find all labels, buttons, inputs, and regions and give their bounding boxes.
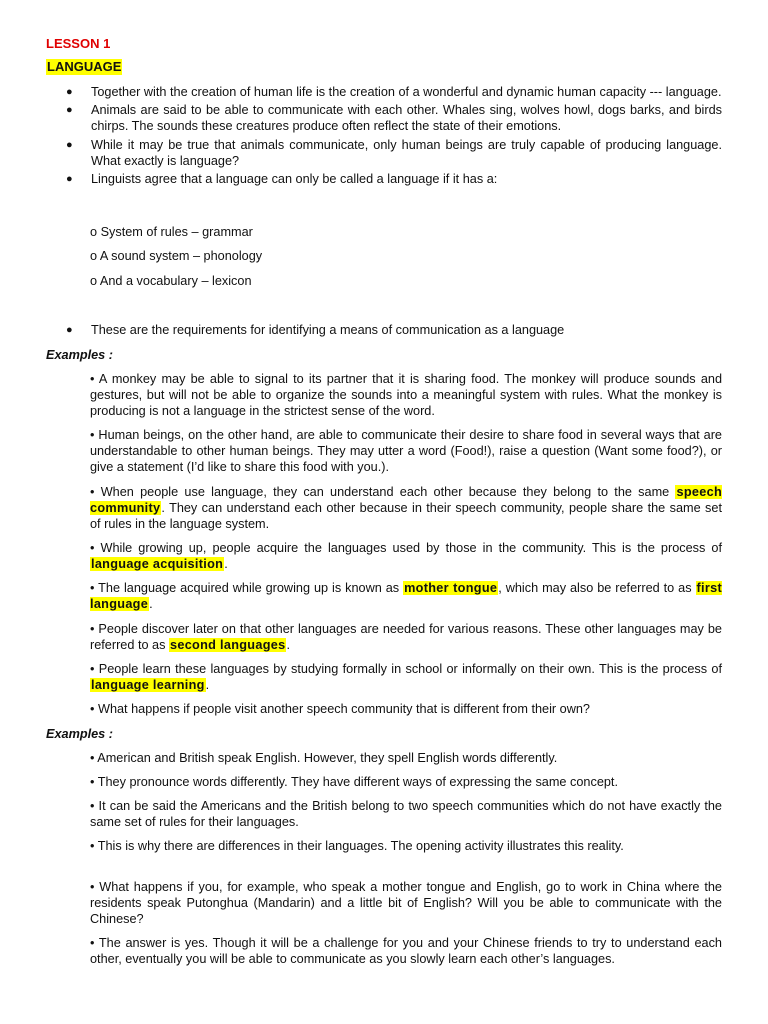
examples-label: Examples : [46, 348, 113, 362]
highlighted-term: mother tongue [404, 581, 498, 595]
example-paragraph: • What happens if you, for example, who speak a mother tongue and English, go to work in China where the residents speak Putonghua (Mandarin) and a little bit of English? Will you be able to communicate with the Chinese? [90, 880, 722, 927]
examples-label: Examples : [46, 727, 113, 741]
example-paragraph: • What happens if people visit another speech community that is different from their own? [90, 702, 590, 716]
list-item: ● Linguists agree that a language can only be called a language if it has a: [66, 172, 498, 187]
highlighted-term: second languages [169, 638, 286, 653]
example-paragraph: • This is why there are differences in their languages. The opening activity illustrates this reality. [90, 839, 624, 853]
example-paragraph: • People learn these languages by studying formally in school or informally on their own. This is the process of language learning. [90, 662, 722, 693]
example-paragraph: • The answer is yes. Though it will be a challenge for you and your Chinese friends to try to understand each other, eventually you will be able to communicate as you slowly learn each other’s languages. [90, 936, 722, 967]
bullet-icon: ● [66, 104, 73, 117]
example-paragraph: • People discover later on that other languages are needed for various reasons. These other languages may be referred to as second languages. [90, 622, 722, 653]
example-paragraph: • A monkey may be able to signal to its partner that it is sharing food. The monkey will produce sounds and gestures, but will not be able to organize the sounds into a meaningful system with rules. What the monkey is producing is not a language in the strictest sense of the word. [90, 372, 722, 419]
requirement-item: o And a vocabulary – lexicon [90, 274, 252, 288]
requirement-item: o System of rules – grammar [90, 225, 253, 239]
requirement-item: o A sound system – phonology [90, 249, 263, 263]
example-paragraph: • They pronounce words differently. They have different ways of expressing the same concept. [90, 775, 618, 789]
intro-bullet-list [46, 84, 722, 187]
bullet-icon: ● [66, 86, 73, 98]
example-paragraph: • It can be said the Americans and the British belong to two speech communities which do not have exactly the same set of rules for their languages. [90, 799, 722, 830]
example-paragraph: • The language acquired while growing up is known as mother tongue, which may also be referred to as first language. [90, 581, 722, 612]
highlighted-term: language learning [91, 678, 205, 693]
requirements-note: ● These are the requirements for identifying a means of communication as a language [66, 323, 565, 337]
highlighted-term: speech community [90, 485, 722, 516]
bullet-icon: ● [66, 138, 73, 151]
highlighted-term: language acquisition [91, 557, 224, 572]
bullet-icon: ● [66, 324, 73, 336]
example-paragraph: • Human beings, on the other hand, are able to communicate their desire to share food in several ways that are understandable to other human beings. They may utter a word (Food!), raise a question (Want some food?), or give a statement (I’d like to share this food with you.). [90, 428, 722, 475]
list-item: ● Animals are said to be able to communicate with each other. Whales sing, wolves howl, dogs barks, and birds chirps. The sounds these creatures produce often reflect the state of their emotions. [66, 103, 722, 134]
example-paragraph: • When people use language, they can understand each other because they belong to the same speech community. They can understand each other because in their speech community, people share the same set of rules in the language system. [90, 485, 722, 532]
example-paragraph: • American and British speak English. However, they spell English words differently. [90, 751, 558, 765]
highlighted-term: first language [90, 581, 722, 612]
lesson-title: LESSON 1 [46, 36, 111, 51]
example-paragraph: • While growing up, people acquire the languages used by those in the community. This is the process of language acquisition. [90, 541, 722, 572]
list-item: ● While it may be true that animals communicate, only human beings are truly capable of producing language. What exactly is language? [66, 137, 722, 168]
list-item: ● Together with the creation of human life is the creation of a wonderful and dynamic human capacity --- language. [66, 85, 722, 99]
bullet-icon: ● [66, 173, 73, 186]
section-title: LANGUAGE [47, 59, 122, 74]
